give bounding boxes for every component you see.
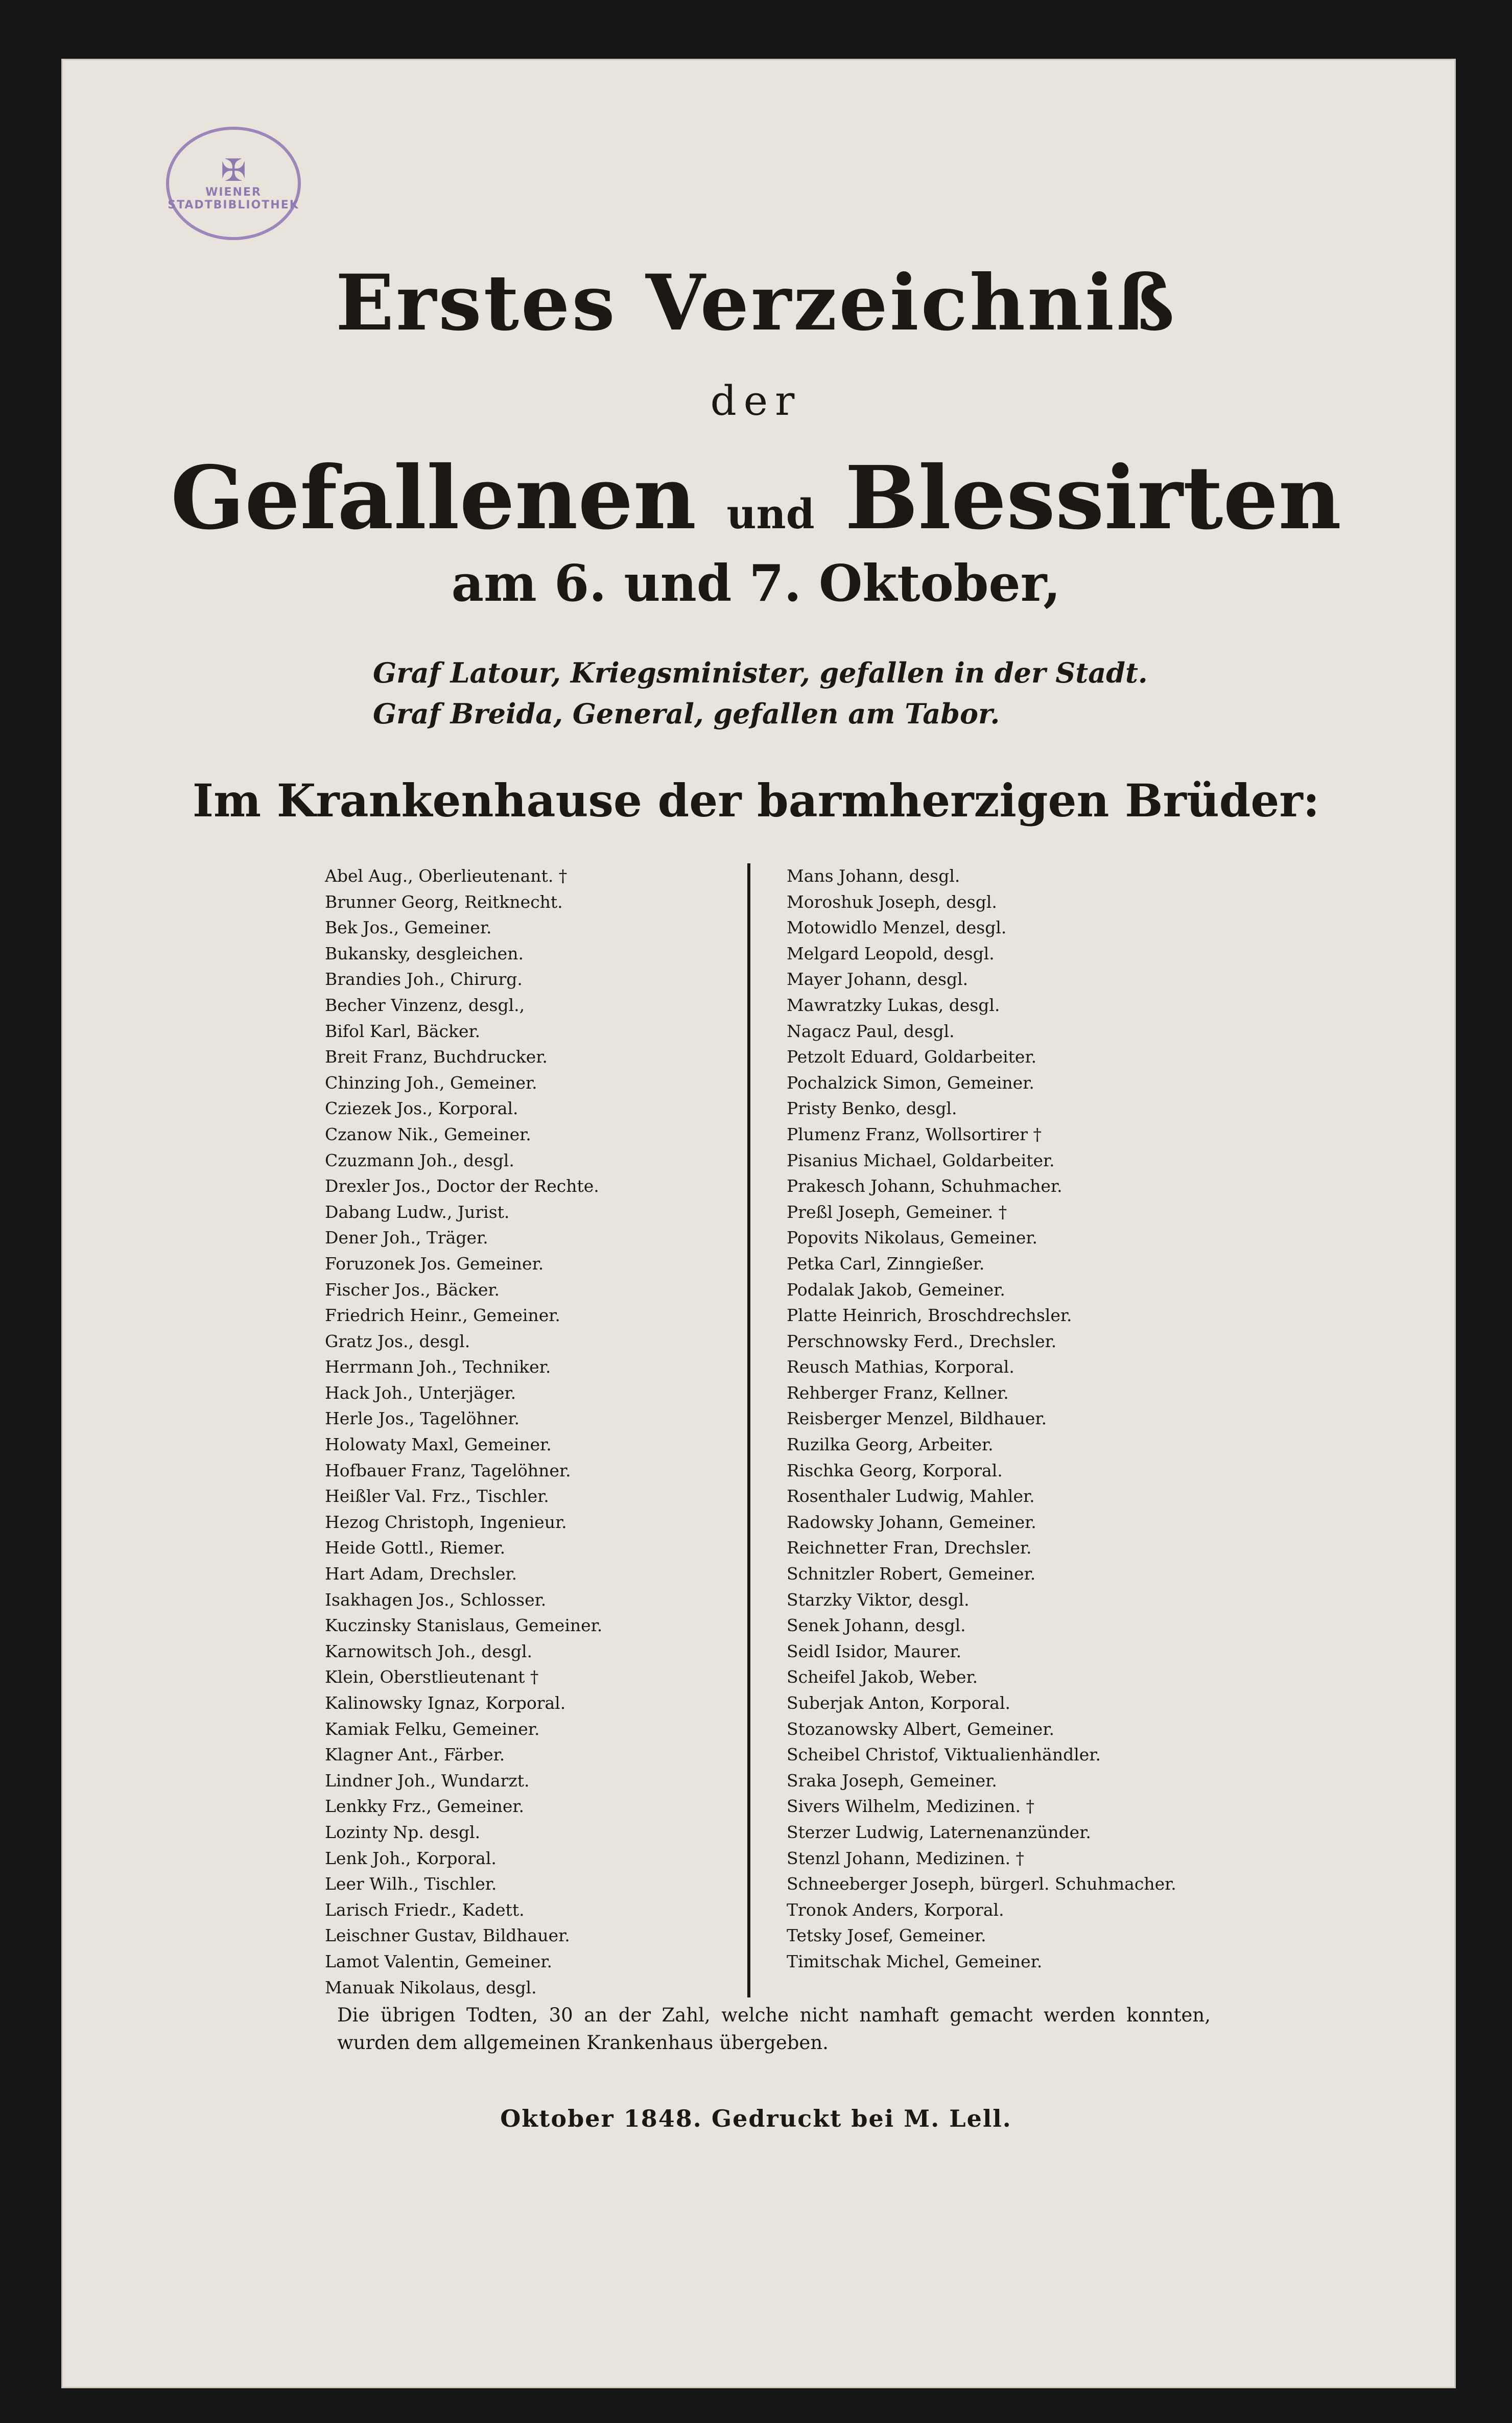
footnote: Die übrigen Todten, 30 an der Zahl, welche nicht namhaft gemacht werden konnten, wurden dem allgemeinen Krankenhaus übergeben. [337, 2004, 1211, 2054]
list-item: Starzky Viktor, desgl. [787, 1589, 970, 1610]
list-item: Karnowitsch Joh., desgl. [325, 1641, 533, 1661]
list-item: Tetsky Josef, Gemeiner. [787, 1925, 986, 1946]
list-item: Scheifel Jakob, Weber. [787, 1667, 978, 1687]
list-item: Rischka Georg, Korporal. [787, 1460, 1003, 1480]
list-item: Melgard Leopold, desgl. [787, 943, 995, 963]
list-item: Bek Jos., Gemeiner. [325, 918, 492, 938]
list-item: Senek Johann, desgl. [787, 1615, 966, 1636]
list-item: Popovits Nikolaus, Gemeiner. [787, 1228, 1037, 1248]
list-item: Kalinowsky Ignaz, Korporal. [325, 1693, 566, 1713]
left-name-column [325, 863, 749, 2001]
list-item: Czuzmann Joh., desgl. [325, 1150, 514, 1170]
notice-latour: Graf Latour, Kriegsminister, gefallen in der Stadt. [373, 656, 1148, 689]
list-item: Herle Jos., Tagelöhner. [325, 1408, 520, 1429]
list-item: Perschnowsky Ferd., Drechsler. [787, 1331, 1057, 1351]
list-item: Foruzonek Jos. Gemeiner. [325, 1253, 544, 1274]
list-item: Suberjak Anton, Korporal. [787, 1693, 1011, 1713]
list-item: Cziezek Jos., Korporal. [325, 1098, 518, 1119]
list-item: Hofbauer Franz, Tagelöhner. [325, 1460, 571, 1480]
list-item: Pochalzick Simon, Gemeiner. [787, 1072, 1034, 1093]
title-word-gefallenen: Gefallenen [170, 447, 697, 549]
list-item: Chinzing Joh., Gemeiner. [325, 1072, 537, 1093]
list-item: Leer Wilh., Tischler. [325, 1874, 497, 1894]
list-item: Isakhagen Jos., Schlosser. [325, 1589, 547, 1610]
list-item: Schnitzler Robert, Gemeiner. [787, 1564, 1036, 1584]
list-item: Nagacz Paul, desgl. [787, 1021, 955, 1041]
list-item: Mans Johann, desgl. [787, 866, 960, 886]
list-item: Sterzer Ludwig, Laternenanzünder. [787, 1822, 1091, 1842]
list-item: Petzolt Eduard, Goldarbeiter. [787, 1047, 1037, 1067]
list-item: Timitschak Michel, Gemeiner. [787, 1951, 1043, 1971]
list-item: Kuczinsky Stanislaus, Gemeiner. [325, 1615, 603, 1636]
list-item: Manuak Nikolaus, desgl. [325, 1977, 537, 1997]
list-item: Lamot Valentin, Gemeiner. [325, 1951, 553, 1971]
list-item: Kamiak Felku, Gemeiner. [325, 1719, 540, 1739]
list-item: Lozinty Np. desgl. [325, 1822, 481, 1842]
list-item: Moroshuk Joseph, desgl. [787, 891, 997, 912]
title-word-und: und [726, 490, 815, 538]
list-item: Czanow Nik., Gemeiner. [325, 1124, 531, 1144]
list-item: Seidl Isidor, Maurer. [787, 1641, 962, 1661]
list-item: Drexler Jos., Doctor der Rechte. [325, 1176, 599, 1196]
list-item: Reisberger Menzel, Bildhauer. [787, 1408, 1047, 1429]
list-item: Reusch Mathias, Korporal. [787, 1357, 1014, 1377]
list-item: Heißler Val. Frz., Tischler. [325, 1486, 549, 1507]
list-item: Schneeberger Joseph, bürgerl. Schuhmacher. [787, 1874, 1176, 1894]
list-item: Hezog Christoph, Ingenieur. [325, 1512, 567, 1532]
list-item: Lindner Joh., Wundarzt. [325, 1770, 530, 1791]
list-item: Becher Vinzenz, desgl., [325, 995, 525, 1015]
stamp-text: WIENER STADTBIBLIOTHEK [168, 186, 299, 211]
column-divider [747, 863, 750, 1997]
list-item: Sraka Joseph, Gemeiner. [787, 1770, 997, 1791]
section-heading: Im Krankenhause der barmherzigen Brüder: [192, 774, 1320, 827]
title-line-2: der [710, 377, 802, 425]
list-item: Gratz Jos., desgl. [325, 1331, 470, 1351]
right-name-column [787, 863, 1211, 1975]
list-item: Tronok Anders, Korporal. [787, 1899, 1004, 1920]
list-item: Klagner Ant., Färber. [325, 1745, 505, 1765]
list-item: Prakesch Johann, Schuhmacher. [787, 1176, 1062, 1196]
list-item: Preßl Joseph, Gemeiner. † [787, 1202, 1007, 1222]
list-item: Scheibel Christof, Viktualienhändler. [787, 1745, 1101, 1765]
list-item: Dabang Ludw., Jurist. [325, 1202, 510, 1222]
list-item: Abel Aug., Oberlieutenant. † [325, 866, 568, 886]
library-stamp [166, 127, 301, 240]
eagle-icon: ✠ [220, 153, 247, 189]
title-line-1: Erstes Verzeichniß [335, 258, 1177, 348]
title-line-3 [0, 447, 1512, 549]
list-item: Holowaty Maxl, Gemeiner. [325, 1434, 552, 1455]
list-item: Rehberger Franz, Kellner. [787, 1382, 1009, 1403]
list-item: Ruzilka Georg, Arbeiter. [787, 1434, 994, 1455]
list-item: Hart Adam, Drechsler. [325, 1564, 517, 1584]
list-item: Lenkky Frz., Gemeiner. [325, 1796, 525, 1817]
list-item: Klein, Oberstlieutenant † [325, 1667, 539, 1687]
list-item: Bukansky, desgleichen. [325, 943, 524, 963]
list-item: Podalak Jakob, Gemeiner. [787, 1279, 1005, 1300]
list-item: Motowidlo Menzel, desgl. [787, 918, 1007, 938]
list-item: Dener Joh., Träger. [325, 1228, 488, 1248]
title-date: am 6. und 7. Oktober, [451, 554, 1061, 613]
list-item: Breit Franz, Buchdrucker. [325, 1047, 548, 1067]
list-item: Mayer Johann, desgl. [787, 969, 968, 990]
list-item: Plumenz Franz, Wollsortirer † [787, 1124, 1042, 1144]
list-item: Mawratzky Lukas, desgl. [787, 995, 1000, 1015]
list-item: Pristy Benko, desgl. [787, 1098, 957, 1119]
list-item: Larisch Friedr., Kadett. [325, 1899, 525, 1920]
list-item: Heide Gottl., Riemer. [325, 1538, 506, 1558]
list-item: Reichnetter Fran, Drechsler. [787, 1538, 1032, 1558]
list-item: Brunner Georg, Reitknecht. [325, 891, 563, 912]
imprint: Oktober 1848. Gedruckt bei M. Lell. [500, 2105, 1012, 2132]
list-item: Radowsky Johann, Gemeiner. [787, 1512, 1036, 1532]
list-item: Fischer Jos., Bäcker. [325, 1279, 500, 1300]
list-item: Petka Carl, Zinngießer. [787, 1253, 985, 1274]
list-item: Herrmann Joh., Techniker. [325, 1357, 551, 1377]
list-item: Platte Heinrich, Broschdrechsler. [787, 1305, 1072, 1326]
list-item: Leischner Gustav, Bildhauer. [325, 1925, 570, 1946]
list-item: Rosenthaler Ludwig, Mahler. [787, 1486, 1035, 1507]
list-item: Brandies Joh., Chirurg. [325, 969, 523, 990]
list-item: Hack Joh., Unterjäger. [325, 1382, 516, 1403]
list-item: Pisanius Michael, Goldarbeiter. [787, 1150, 1055, 1170]
list-item: Friedrich Heinr., Gemeiner. [325, 1305, 560, 1326]
list-item: Sivers Wilhelm, Medizinen. † [787, 1796, 1035, 1817]
list-item: Stenzl Johann, Medizinen. † [787, 1848, 1025, 1868]
list-item: Lenk Joh., Korporal. [325, 1848, 497, 1868]
list-item: Bifol Karl, Bäcker. [325, 1021, 481, 1041]
notice-breida: Graf Breida, General, gefallen am Tabor. [373, 697, 1000, 730]
title-word-blessirten: Blessirten [844, 447, 1342, 549]
list-item: Stozanowsky Albert, Gemeiner. [787, 1719, 1054, 1739]
